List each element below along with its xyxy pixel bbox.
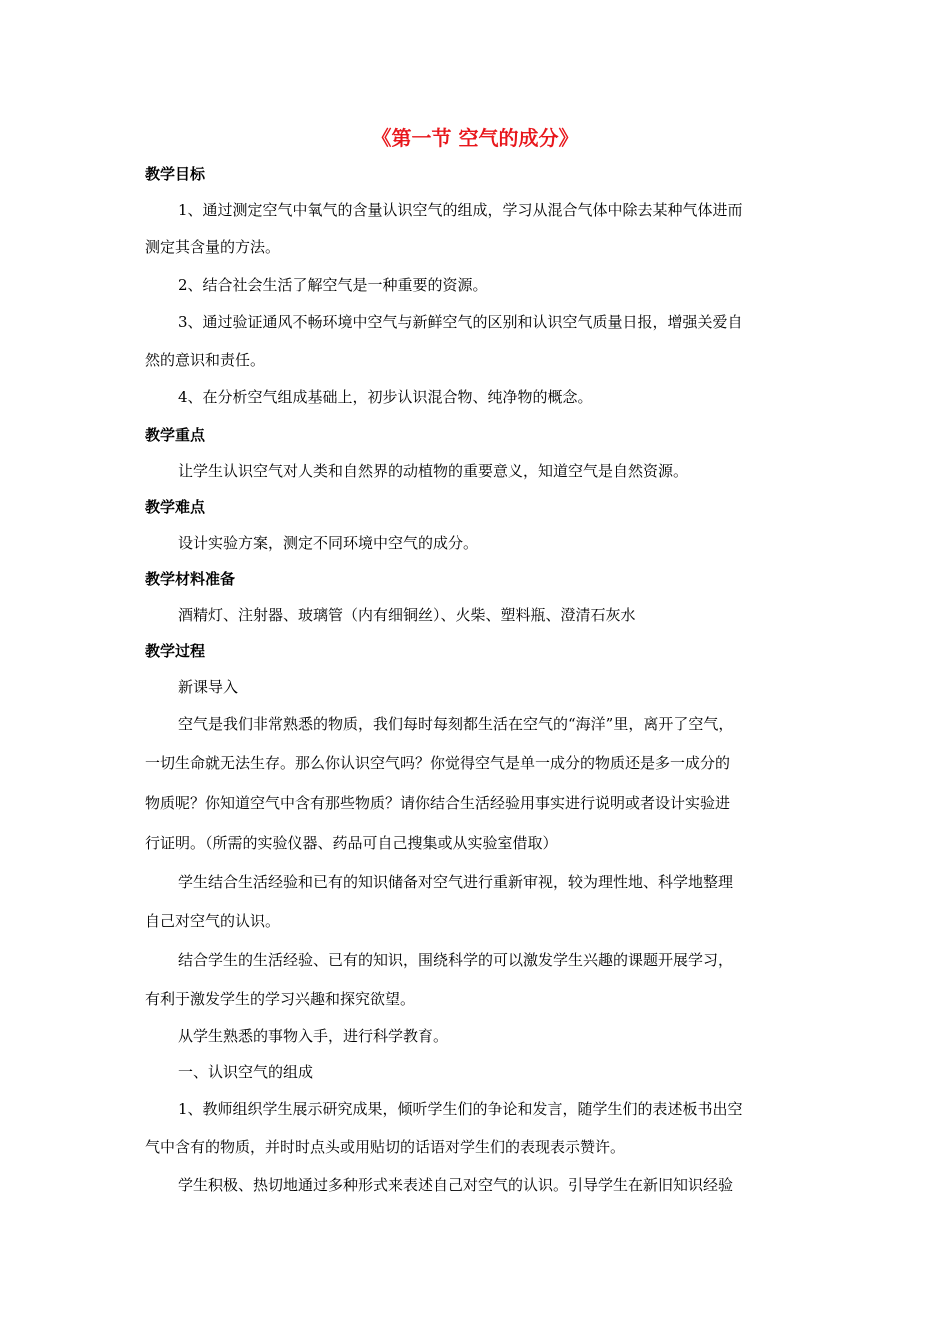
- process-paragraph-1-line-1: 空气是我们非常熟悉的物质，我们每时每刻都生活在空气的“海洋”里，离开了空气，: [178, 715, 734, 733]
- process-paragraph-1-line-3: 物质呢？你知道空气中含有那些物质？请你结合生活经验用事实进行说明或者设计实验进: [145, 794, 731, 812]
- key-points-text: 让学生认识空气对人类和自然界的动植物的重要意义，知道空气是自然资源。: [178, 462, 689, 480]
- process-paragraph-4: 从学生熟悉的事物入手，进行科学教育。: [178, 1027, 449, 1045]
- process-paragraph-5-line-1: 1、教师组织学生展示研究成果，倾听学生们的争论和发言，随学生们的表述板书出空: [178, 1100, 743, 1118]
- document-title: 《第一节 空气的成分》: [371, 126, 579, 150]
- process-intro-label: 新课导入: [178, 678, 239, 696]
- materials-text: 酒精灯、注射器、玻璃管（内有细铜丝）、火柴、塑料瓶、澄清石灰水: [178, 606, 636, 624]
- heading-objectives: 教学目标: [145, 165, 206, 183]
- heading-process: 教学过程: [145, 642, 206, 660]
- process-paragraph-3-line-1: 结合学生的生活经验、已有的知识，围绕科学的可以激发学生兴趣的课题开展学习，: [178, 951, 734, 969]
- process-paragraph-1-line-4: 行证明。（所需的实验仪器、药品可自己搜集或从实验室借取）: [145, 834, 558, 852]
- process-paragraph-2-line-1: 学生结合生活经验和已有的知识储备对空气进行重新审视，较为理性地、科学地整理: [178, 873, 734, 891]
- objective-4: 4、在分析空气组成基础上，初步认识混合物、纯净物的概念。: [178, 388, 593, 406]
- process-paragraph-5-line-2: 气中含有的物质，并时时点头或用贴切的话语对学生们的表现表示赞许。: [145, 1138, 626, 1156]
- heading-materials: 教学材料准备: [145, 570, 236, 588]
- difficulties-text: 设计实验方案，测定不同环境中空气的成分。: [178, 534, 479, 552]
- process-paragraph-2-line-2: 自己对空气的认识。: [145, 912, 281, 930]
- process-section-1-heading: 一、认识空气的组成: [178, 1063, 314, 1081]
- process-paragraph-3-line-2: 有利于激发学生的学习兴趣和探究欲望。: [145, 990, 416, 1008]
- objective-1-line-2: 测定其含量的方法。: [145, 238, 281, 256]
- objective-2: 2、结合社会生活了解空气是一种重要的资源。: [178, 276, 488, 294]
- process-paragraph-6-line-1: 学生积极、热切地通过多种形式来表述自己对空气的认识。引导学生在新旧知识经验: [178, 1176, 734, 1194]
- process-paragraph-1-line-2: 一切生命就无法生存。那么你认识空气吗？你觉得空气是单一成分的物质还是多一成分的: [145, 754, 731, 772]
- objective-1-line-1: 1、通过测定空气中氧气的含量认识空气的组成，学习从混合气体中除去某种气体进而: [178, 201, 743, 219]
- heading-key-points: 教学重点: [145, 426, 206, 444]
- objective-3-line-1: 3、通过验证通风不畅环境中空气与新鲜空气的区别和认识空气质量日报，增强关爱自: [178, 313, 743, 331]
- objective-3-line-2: 然的意识和责任。: [145, 351, 266, 369]
- heading-difficulties: 教学难点: [145, 498, 206, 516]
